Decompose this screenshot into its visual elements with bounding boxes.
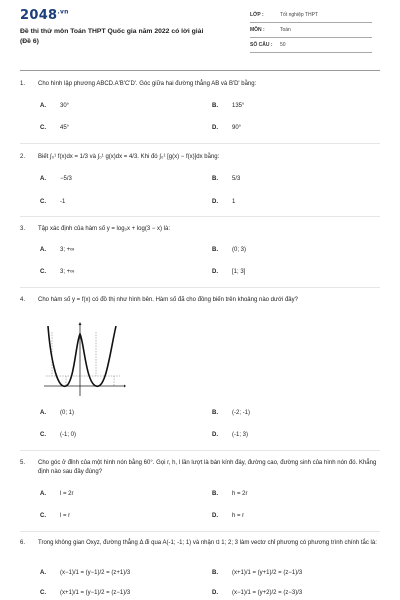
option-text: −5/3 (60, 176, 72, 182)
option-text: 5/3 (232, 176, 241, 182)
option-text: 90° (232, 125, 242, 131)
question-text: Cho hàm số y = f(x) có đồ thị như hình bên. Hàm số đã cho đồng biến trên khoảng nào dưới đây? (38, 297, 298, 303)
option-letter: C. (40, 269, 46, 275)
title-line-2: (Đề 6) (20, 37, 39, 45)
option-c[interactable] (40, 269, 74, 275)
option-d[interactable] (212, 199, 235, 205)
option-letter: C. (40, 199, 46, 205)
option-text: 3; +∞ (60, 247, 75, 253)
y-axis-arrow-icon (79, 322, 82, 325)
option-a[interactable] (40, 176, 72, 182)
question-number: 3. (20, 226, 26, 232)
option-b[interactable] (212, 491, 248, 497)
meta-row-subject (250, 23, 372, 38)
option-text: (x−1)/1 = (y−1)/2 = (z+1)/3 (60, 570, 131, 576)
option-d[interactable] (212, 125, 241, 131)
question-text: Cho góc ở đỉnh của một hình nón bằng 60°. Gọi r, h, l lần lượt là bán kính đáy, đường cao, đường sinh của hình nón đó. Khẳng định nào sau đây đúng? (38, 460, 377, 475)
option-text: -1 (60, 199, 66, 205)
option-a[interactable] (40, 247, 74, 253)
option-d[interactable] (212, 513, 244, 519)
option-text: 1 (232, 199, 236, 205)
option-letter: A. (40, 570, 46, 576)
question-text: Biết ∫₀¹ f(x)dx = 1/3 và ∫₀¹ g(x)dx = 4/3. Khi đó ∫₀¹ [g(x) − f(x)]dx bằng: (38, 154, 220, 160)
meta-table (250, 8, 372, 53)
meta-value: Toán (280, 27, 291, 33)
title-line-1: Đề thi thử môn Toán THPT Quốc gia năm 2022 có lời giải (20, 28, 204, 35)
question-text: Tập xác định của hàm số y = log₃x + log(3 − x) là: (38, 226, 171, 232)
option-letter: B. (212, 570, 218, 576)
option-c[interactable] (40, 199, 65, 205)
x-axis-arrow-icon (124, 385, 126, 388)
question-separator (20, 287, 380, 288)
option-text: (0; 3) (232, 247, 247, 253)
option-text: l = r (60, 513, 71, 519)
option-a[interactable] (40, 410, 74, 416)
option-letter: B. (212, 491, 218, 497)
option-b[interactable] (212, 570, 302, 576)
question-separator (20, 143, 380, 144)
option-letter: C. (40, 590, 46, 596)
logo-suffix: .vn (57, 8, 69, 16)
question-number: 5. (20, 460, 26, 466)
logo-text: 2048 (20, 8, 58, 23)
option-text: (-1; 0) (60, 432, 77, 438)
option-d[interactable] (212, 269, 245, 275)
option-letter: A. (40, 176, 46, 182)
question-number: 6. (20, 540, 26, 546)
question-number: 4. (20, 297, 26, 303)
question-text: Trong không gian Oxyz, đường thẳng Δ đi qua A(-1; -1; 1) và nhận u⃗ 1; 2; 3 làm vectơ chỉ phương có phương trình chính tắc là: (38, 540, 377, 546)
option-d[interactable] (212, 590, 302, 596)
graph-curve (48, 326, 116, 386)
option-letter: D. (212, 269, 218, 275)
option-text: [1; 3] (232, 269, 246, 275)
meta-row-class (250, 8, 372, 23)
option-text: (-2; -1) (232, 410, 250, 416)
option-letter: A. (40, 491, 46, 497)
site-logo[interactable] (20, 8, 69, 23)
question-number: 2. (20, 154, 26, 160)
meta-key: MÔN : (250, 27, 265, 33)
option-text: h = r (232, 513, 245, 519)
question-text: Cho hình lập phương ABCD.A'B'C'D'. Góc giữa hai đường thẳng AB và B'D' bằng: (38, 81, 257, 87)
question-separator (20, 531, 380, 532)
option-b[interactable] (212, 176, 240, 182)
option-letter: D. (212, 513, 218, 519)
question-number: 1. (20, 81, 26, 87)
option-d[interactable] (212, 432, 248, 438)
option-text: (x+1)/1 = (y−1)/2 = (z−1)/3 (60, 590, 131, 596)
question-separator (20, 450, 380, 451)
option-text: (x−1)/1 = (y+2)/2 = (z−3)/3 (232, 590, 303, 596)
meta-row-count (250, 38, 372, 53)
option-letter: C. (40, 125, 46, 131)
option-letter: C. (40, 513, 46, 519)
meta-key: LỚP : (250, 12, 264, 18)
option-letter: D. (212, 590, 218, 596)
meta-key: SỐ CÂU : (250, 42, 273, 48)
option-text: (0; 1) (60, 410, 75, 416)
option-letter: A. (40, 103, 46, 109)
option-c[interactable] (40, 125, 69, 131)
option-letter: B. (212, 247, 218, 253)
option-c[interactable] (40, 513, 70, 519)
option-text: 3; +∞ (60, 269, 75, 275)
option-text: (-1; 3) (232, 432, 249, 438)
document-title (20, 27, 250, 46)
question-separator (20, 216, 380, 217)
header-divider (20, 70, 380, 71)
option-letter: C. (40, 432, 46, 438)
option-c[interactable] (40, 590, 130, 596)
option-c[interactable] (40, 432, 76, 438)
option-letter: D. (212, 199, 218, 205)
option-text: h = 2r (232, 491, 248, 497)
option-b[interactable] (212, 410, 250, 416)
option-letter: B. (212, 410, 218, 416)
meta-value: 50 (280, 42, 286, 48)
option-text: (x+1)/1 = (y+1)/2 = (z−1)/3 (232, 570, 303, 576)
option-text: 135° (232, 103, 245, 109)
option-letter: D. (212, 125, 218, 131)
option-letter: D. (212, 432, 218, 438)
option-b[interactable] (212, 247, 246, 253)
option-a[interactable] (40, 103, 69, 109)
option-letter: B. (212, 103, 218, 109)
option-a[interactable] (40, 491, 74, 497)
meta-value: Tốt nghiệp THPT (280, 12, 318, 18)
option-text: 45° (60, 125, 70, 131)
option-letter: B. (212, 176, 218, 182)
option-b[interactable] (212, 103, 244, 109)
option-text: l = 2r (60, 491, 74, 497)
option-text: 30° (60, 103, 70, 109)
function-graph-figure (40, 322, 126, 398)
option-letter: A. (40, 410, 46, 416)
header (20, 6, 380, 58)
option-letter: A. (40, 247, 46, 253)
option-a[interactable] (40, 570, 130, 576)
